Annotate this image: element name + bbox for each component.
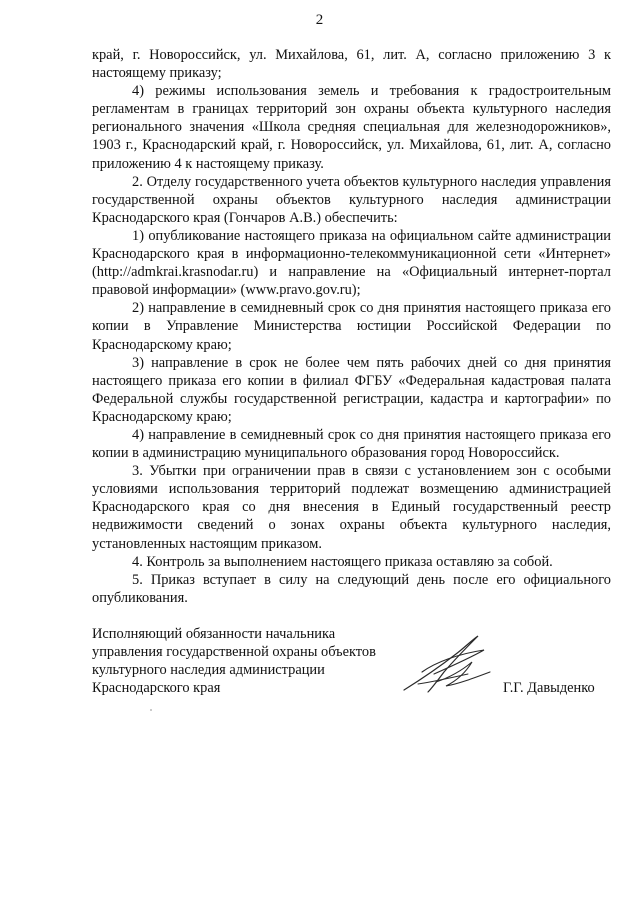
paragraph-5-effect: 5. Приказ вступает в силу на следующий день после его официального опубликования. xyxy=(92,571,611,606)
signatory-position xyxy=(92,625,376,697)
signer-name: Г.Г. Давыденко xyxy=(503,680,595,696)
handwritten-signature xyxy=(398,632,496,696)
paragraph-2-2-ministry: 2) направление в семидневный срок со дня принятия настоящего приказа его копии в Управление Министерства юстиции Российской Федерации по Краснодарскому краю; xyxy=(92,300,611,353)
paragraph-2-3-cadastre: 3) направление в срок не более чем пять рабочих дней со дня принятия настоящего приказа его копии в филиал ФГБУ «Федеральная кадастровая палата Федеральной службы государственной регистрации, кадастра и картографии» по Краснодарскому краю; xyxy=(92,354,611,425)
paragraph-item-4-regimes: 4) режимы использования земель и требования к градостроительным регламентам в границах территорий зон охраны объекта культурного наследия регионального значения «Школа средняя специальная для железнодорожников», 1903 г., Краснодарский край, г. Новороссийск, ул. Михайлова, 61, лит. А, согласно приложению 4 к настоящему приказу. xyxy=(92,83,611,172)
position-line: Краснодарского края xyxy=(92,680,221,697)
position-line: управления государственной охраны объектов xyxy=(92,644,376,661)
paragraph-4-control: 4. Контроль за выполнением настоящего приказа оставляю за собой. xyxy=(132,553,553,570)
paragraph-continuation: край, г. Новороссийск, ул. Михайлова, 61, лит. А, согласно приложению 3 к настоящему приказу; xyxy=(92,47,611,82)
position-line: Исполняющий обязанности начальника xyxy=(92,626,336,642)
paragraph-3-losses: 3. Убытки при ограничении прав в связи с установлением зон с особыми условиями использования территорий подлежат возмещению администрацией Краснодарского края со дня внесения в Единый государственный реестр недвижимости сведений о зонах охраны объекта культурного наследия, установленных настоящим приказом. xyxy=(92,463,611,552)
document-body xyxy=(92,46,611,607)
paragraph-2-4-municipality: 4) направление в семидневный срок со дня принятия настоящего приказа его копии в администрацию муниципального образования город Новороссийск. xyxy=(92,426,611,462)
page-number: 2 xyxy=(315,12,324,28)
scan-speck xyxy=(150,709,152,711)
paragraph-2-department: 2. Отделу государственного учета объектов культурного наследия управления государственной охраны объектов культурного наследия администрации Краснодарского края (Гончаров А.В.) обеспечить: xyxy=(92,173,611,226)
position-line: культурного наследия администрации xyxy=(92,662,325,679)
paragraph-2-1-publication: 1) опубликование настоящего приказа на официальном сайте администрации Краснодарского края в информационно-телекоммуникационной сети «Интернет» (http://admkrai.krasnodar.ru) и направление на «Официальный интернет-портал правовой информации» (www.pravo.gov.ru); xyxy=(92,227,611,299)
